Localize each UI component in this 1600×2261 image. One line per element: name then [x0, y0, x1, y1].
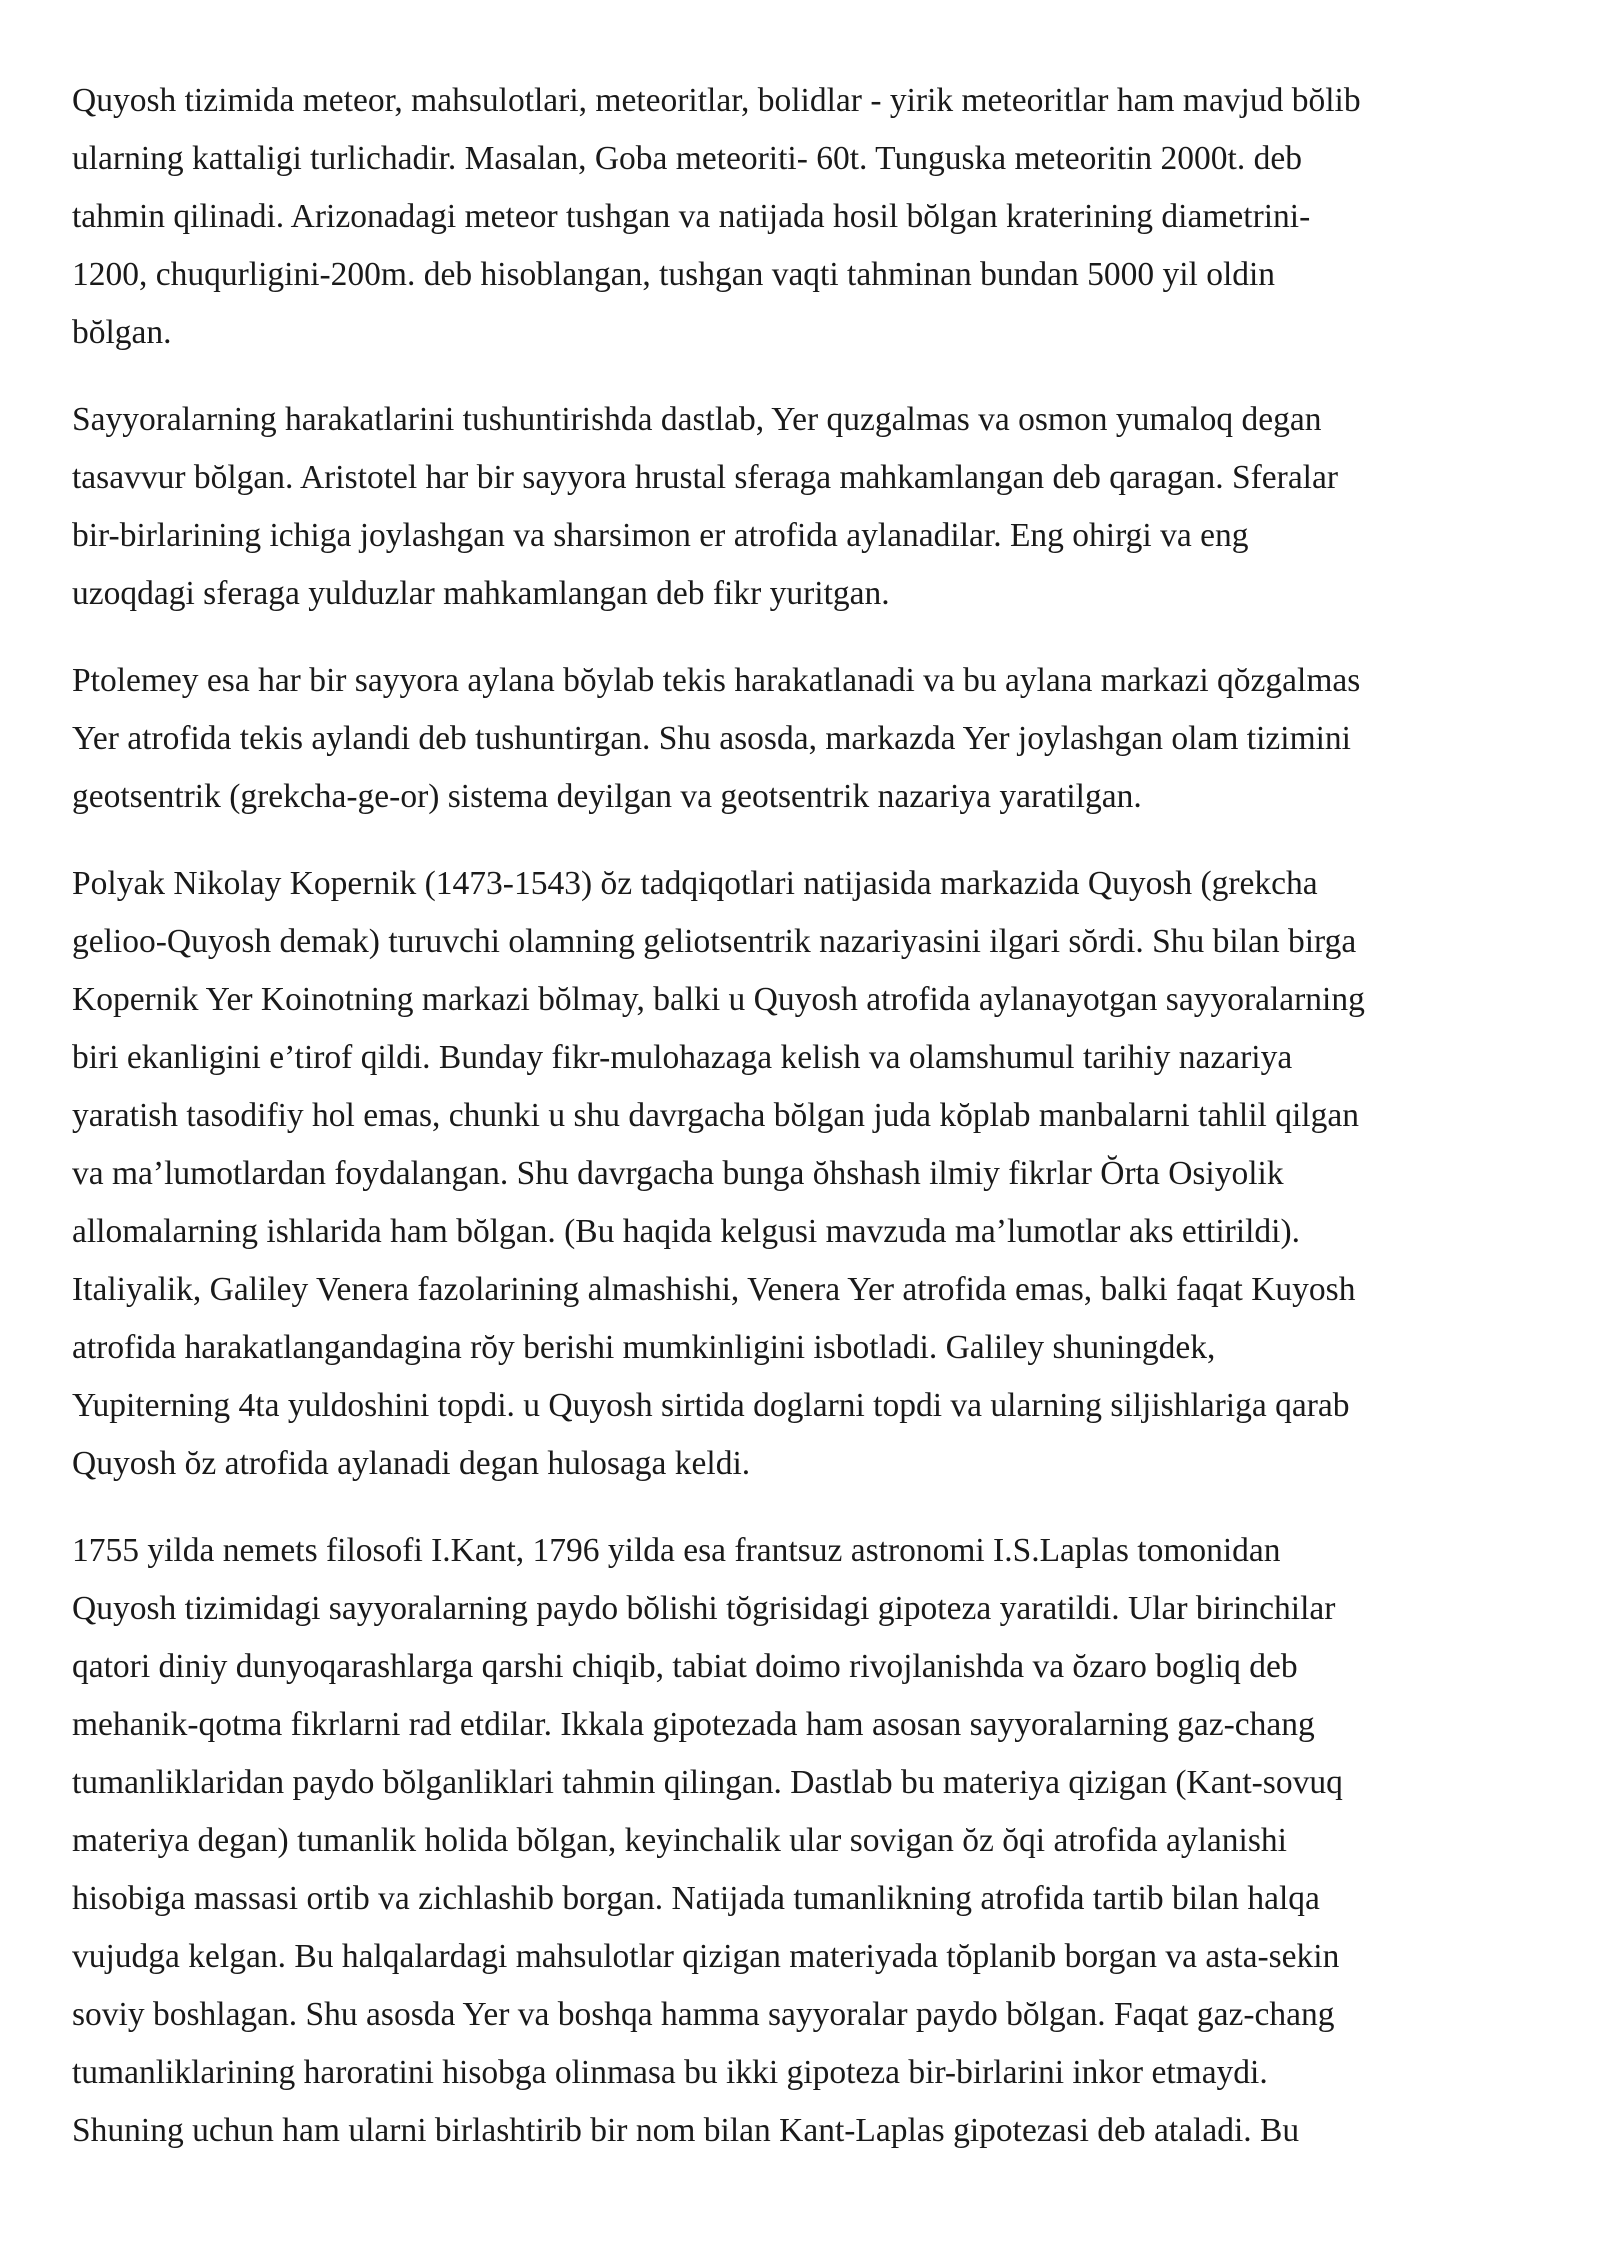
text-line: Quyosh ŏz atrofida aylanadi degan hulosaga keldi.: [72, 1445, 751, 1482]
text-line: 1200, chuqurligini-200m. deb hisoblangan, tushgan vaqti tahminan bundan 5000 yil oldin: [72, 256, 1276, 293]
text-line: allomalarning ishlarida ham bŏlgan. (Bu haqida kelgusi mavzuda ma’lumotlar aks ettirildi).: [72, 1213, 1301, 1250]
text-line: tumanliklaridan paydo bŏlganliklari tahmin qilingan. Dastlab bu materiya qizigan (Kant-sovuq: [72, 1764, 1343, 1801]
text-line: ularning kattaligi turlichadir. Masalan, Goba meteoriti- 60t. Tunguska meteoritin 2000t. deb: [72, 140, 1302, 177]
text-line: Shuning uchun ham ularni birlashtirib bir nom bilan Kant-Laplas gipotezasi deb ataladi. Bu: [72, 2112, 1300, 2149]
text-line: Ptolemey esa har bir sayyora aylana bŏylab tekis harakatlanadi va bu aylana markazi qŏzgalmas: [72, 662, 1361, 699]
text-line: geotsentrik (grekcha-ge-or) sistema deyilgan va geotsentrik nazariya yaratilgan.: [72, 778, 1142, 815]
text-line: vujudga kelgan. Bu halqalardagi mahsulotlar qizigan materiyada tŏplanib borgan va asta-sekin: [72, 1938, 1340, 1975]
text-line: atrofida harakatlangandagina rŏy berishi mumkinligini isbotladi. Galiley shuningdek,: [72, 1329, 1216, 1366]
text-line: tahmin qilinadi. Arizonadagi meteor tushgan va natijada hosil bŏlgan kraterining diametrini-: [72, 198, 1311, 235]
text-line: hisobiga massasi ortib va zichlashib borgan. Natijada tumanlikning atrofida tartib bilan halqa: [72, 1880, 1320, 1917]
text-line: qatori diniy dunyoqarashlarga qarshi chiqib, tabiat doimo rivojlanishda va ŏzaro bogliq deb: [72, 1648, 1298, 1685]
text-line: Sayyoralarning harakatlarini tushuntirishda dastlab, Yer quzgalmas va osmon yumaloq degan: [72, 401, 1322, 438]
text-line: va ma’lumotlardan foydalangan. Shu davrgacha bunga ŏhshash ilmiy fikrlar Ŏrta Osiyolik: [72, 1155, 1284, 1192]
document-page: [72, 72, 1542, 2189]
text-line: yaratish tasodifiy hol emas, chunki u shu davrgacha bŏlgan juda kŏplab manbalarni tahlil qilgan: [72, 1097, 1359, 1134]
text-line: biri ekanligini e’tirof qildi. Bunday fikr-mulohazaga kelish va olamshumul tarihiy nazariya: [72, 1039, 1293, 1076]
paragraph-kant-laplace: [72, 1522, 1542, 2160]
text-line: Yer atrofida tekis aylandi deb tushuntirgan. Shu asosda, markazda Yer joylashgan olam tizimini: [72, 720, 1351, 757]
paragraph-ptolemy: [72, 652, 1542, 826]
paragraph-aristotle: [72, 391, 1542, 623]
text-line: bir-birlarining ichiga joylashgan va sharsimon er atrofida aylanadilar. Eng ohirgi va eng: [72, 517, 1249, 554]
text-line: gelioo-Quyosh demak) turuvchi olamning geliotsentrik nazariyasini ilgari sŏrdi. Shu bilan birga: [72, 923, 1357, 960]
text-line: Polyak Nikolay Kopernik (1473-1543) ŏz tadqiqotlari natijasida markazida Quyosh (grekcha: [72, 865, 1318, 902]
text-line: uzoqdagi sferaga yulduzlar mahkamlangan deb fikr yuritgan.: [72, 575, 890, 612]
paragraph-meteorites: [72, 72, 1542, 362]
text-line: Quyosh tizimida meteor, mahsulotlari, meteoritlar, bolidlar - yirik meteoritlar ham mavjud bŏlib: [72, 82, 1361, 119]
text-line: 1755 yilda nemets filosofi I.Kant, 1796 yilda esa frantsuz astronomi I.S.Laplas tomonidan: [72, 1532, 1281, 1569]
text-line: mehanik-qotma fikrlarni rad etdilar. Ikkala gipotezada ham asosan sayyoralarning gaz-chang: [72, 1706, 1315, 1743]
text-line: soviy boshlagan. Shu asosda Yer va boshqa hamma sayyoralar paydo bŏlgan. Faqat gaz-chang: [72, 1996, 1335, 2033]
text-line: Yupiterning 4ta yuldoshini topdi. u Quyosh sirtida doglarni topdi va ularning siljishlariga qarab: [72, 1387, 1350, 1424]
text-line: Italiyalik, Galiley Venera fazolarining almashishi, Venera Yer atrofida emas, balki faqat Kuyosh: [72, 1271, 1356, 1308]
text-line: bŏlgan.: [72, 314, 172, 351]
text-line: materiya degan) tumanlik holida bŏlgan, keyinchalik ular sovigan ŏz ŏqi atrofida aylanishi: [72, 1822, 1287, 1859]
text-line: tasavvur bŏlgan. Aristotel har bir sayyora hrustal sferaga mahkamlangan deb qaragan. Sferalar: [72, 459, 1339, 496]
text-line: Quyosh tizimidagi sayyoralarning paydo bŏlishi tŏgrisidagi gipoteza yaratildi. Ular birinchilar: [72, 1590, 1336, 1627]
text-line: Kopernik Yer Koinotning markazi bŏlmay, balki u Quyosh atrofida aylanayotgan sayyoralarning: [72, 981, 1365, 1018]
text-line: tumanliklarining haroratini hisobga olinmasa bu ikki gipoteza bir-birlarini inkor etmaydi.: [72, 2054, 1268, 2091]
paragraph-copernicus: [72, 855, 1542, 1493]
